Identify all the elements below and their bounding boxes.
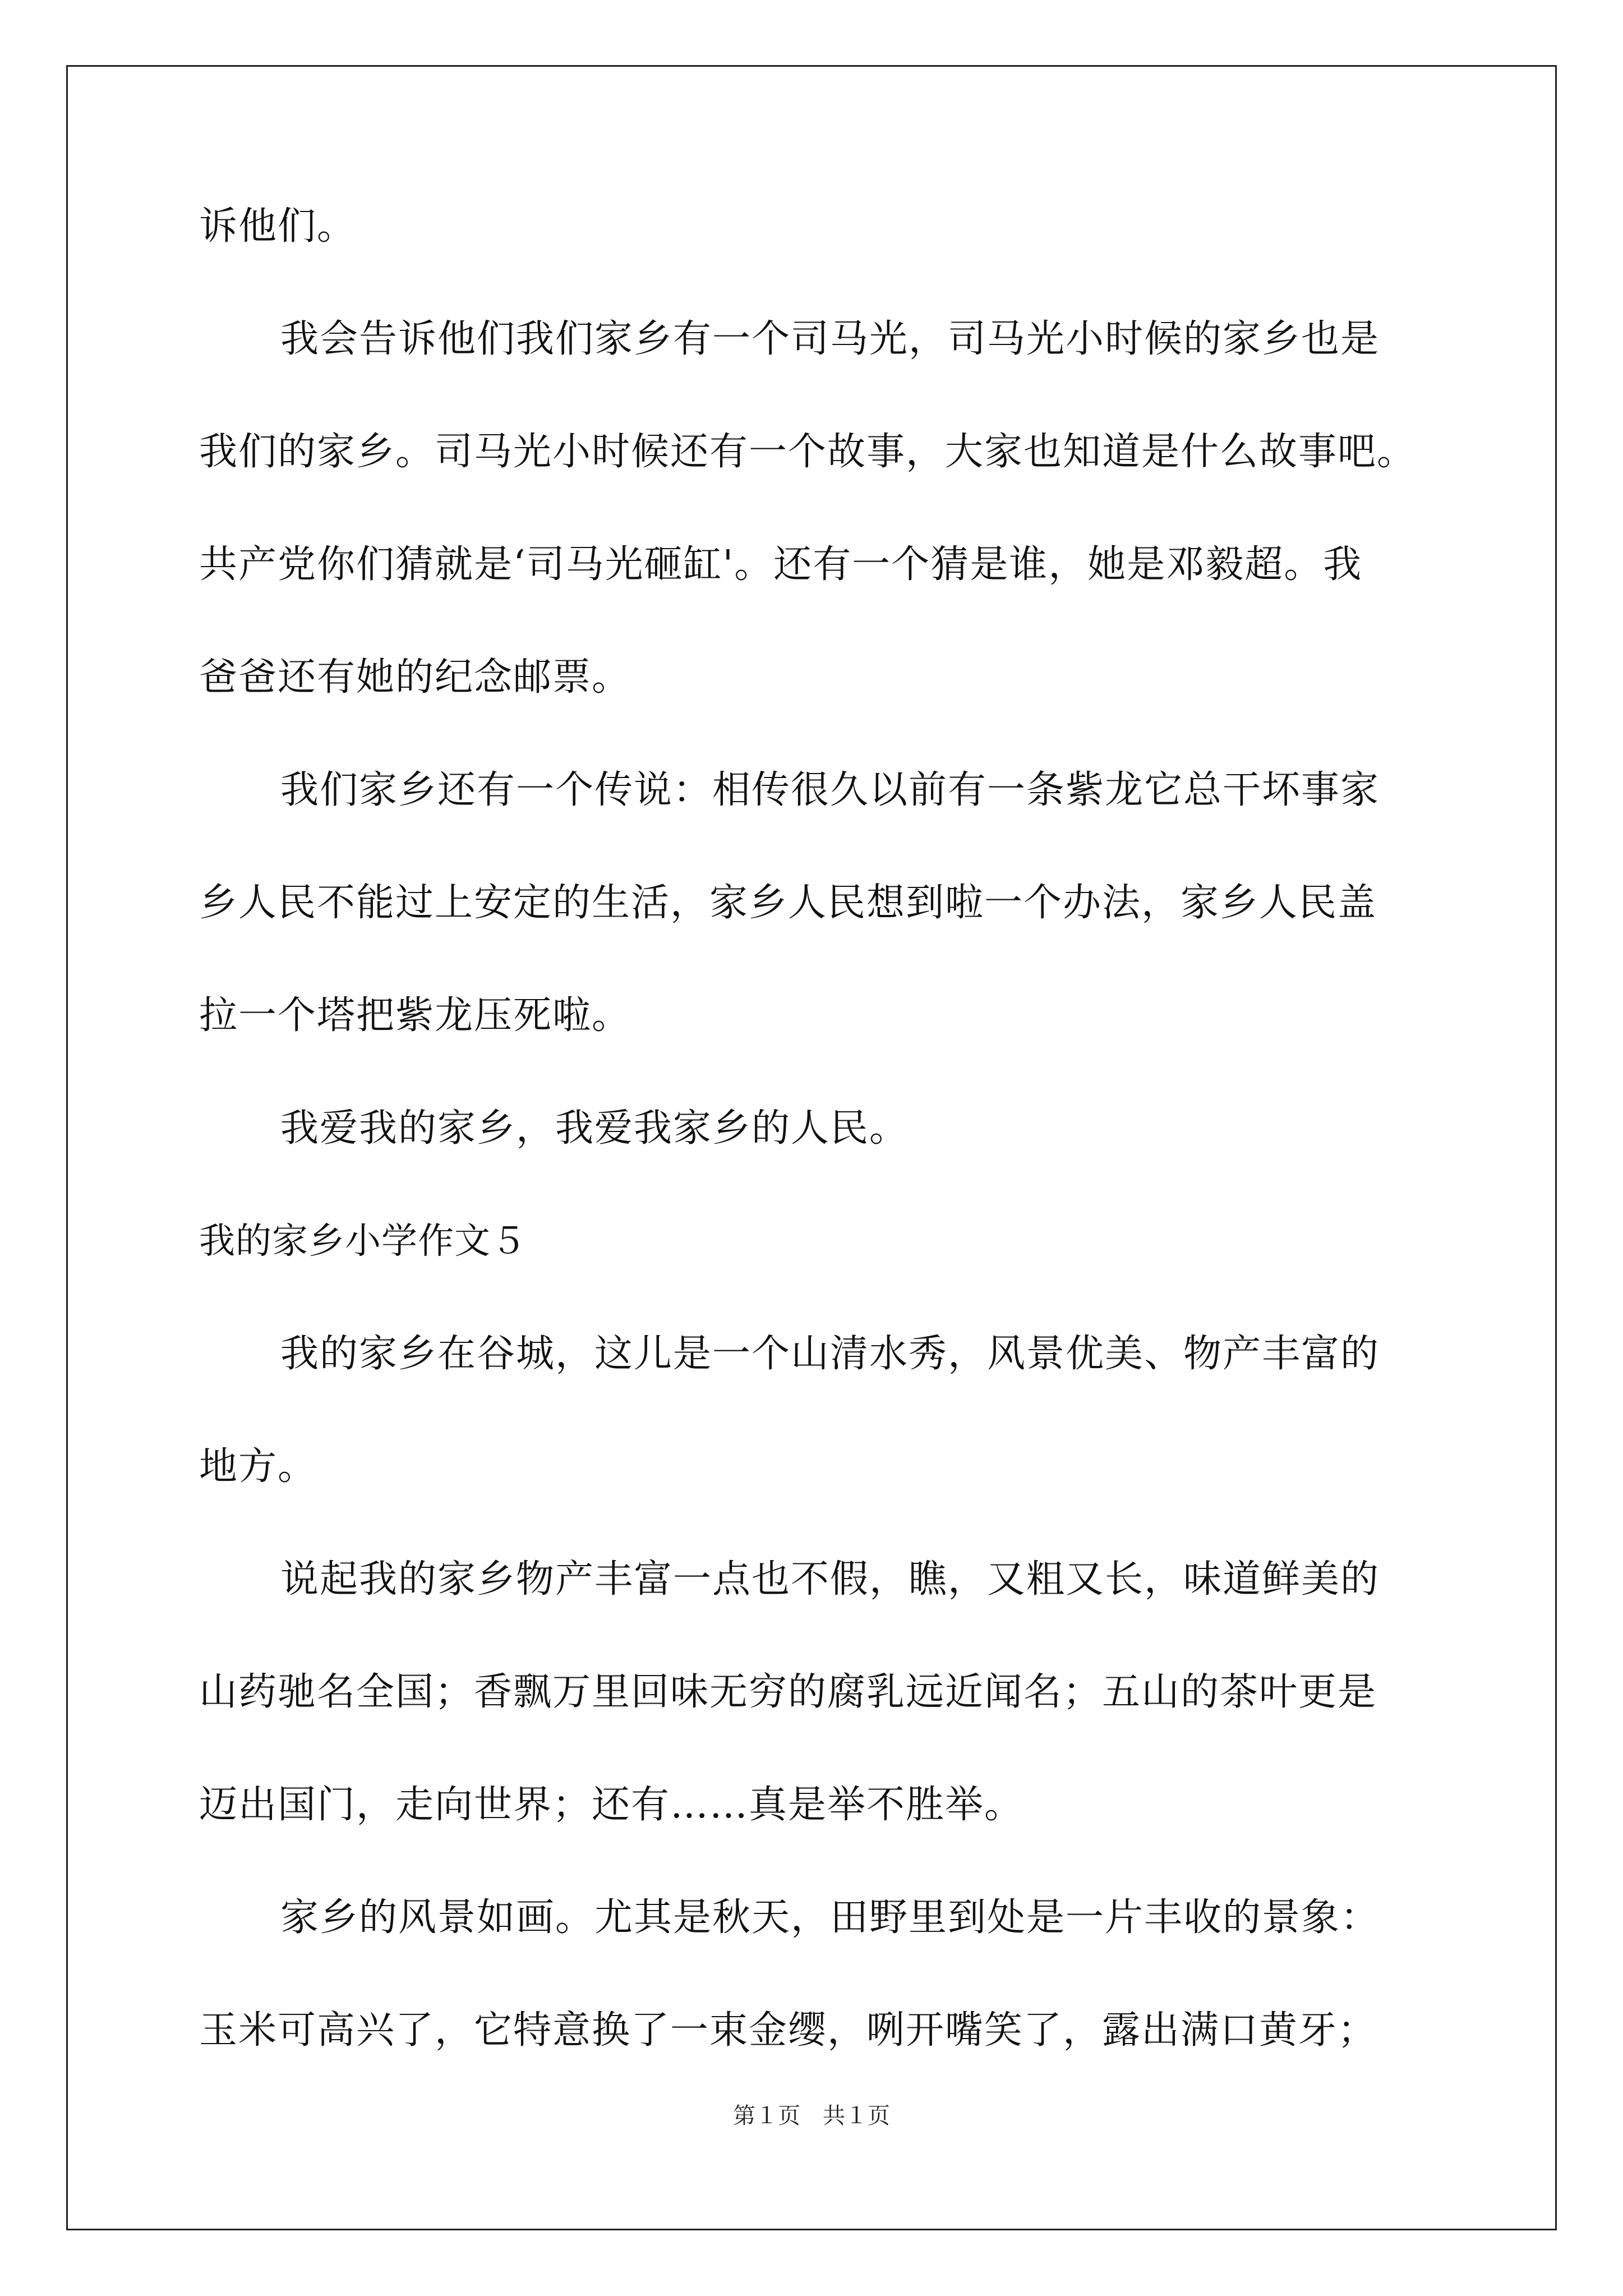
paragraph-start-line: 我的家乡在谷城，这儿是一个山清水秀，风景优美、物产丰富的 [280, 1332, 1380, 1376]
page-number-footer: 第１页 共１页 [733, 2103, 890, 2129]
text-line: 拉一个塔把紫龙压死啦。 [199, 993, 631, 1038]
text-line: 诉他们。 [199, 204, 357, 249]
text-line: 我们的家乡。司马光小时候还有一个故事，大家也知道是什么故事吧。 [199, 430, 1417, 474]
paragraph-start-line: 家乡的风景如画。尤其是秋天，田野里到处是一片丰收的景象： [280, 1895, 1380, 1940]
paragraph-start-line: 我会告诉他们我们家乡有一个司马光，司马光小时候的家乡也是 [280, 317, 1380, 361]
text-line: 爸爸还有她的纪念邮票。 [199, 655, 631, 700]
paragraph-start-line: 我爱我的家乡，我爱我家乡的人民。 [280, 1106, 909, 1151]
document-body [199, 204, 1455, 2124]
paragraph-start-line: 说起我的家乡物产丰富一点也不假，瞧，又粗又长，味道鲜美的 [280, 1557, 1380, 1602]
section-heading: 我的家乡小学作文５ [199, 1221, 527, 1262]
text-line: 山药驰名全国；香飘万里回味无穷的腐乳远近闻名；五山的茶叶更是 [199, 1670, 1377, 1714]
paragraph-start-line: 我们家乡还有一个传说：相传很久以前有一条紫龙它总干坏事家 [280, 768, 1380, 812]
text-line: 乡人民不能过上安定的生活，家乡人民想到啦一个办法，家乡人民盖 [199, 881, 1377, 925]
text-line: 玉米可高兴了，它特意换了一束金缨，咧开嘴笑了，露出满口黄牙； [199, 2008, 1377, 2053]
text-line: 迈出国门，走向世界；还有……真是举不胜举。 [199, 1783, 1024, 1827]
text-line: 地方。 [199, 1444, 317, 1489]
text-line: 共产党你们猜就是‘司马光砸缸'。还有一个猜是谁，她是邓毅超。我 [199, 542, 1363, 587]
